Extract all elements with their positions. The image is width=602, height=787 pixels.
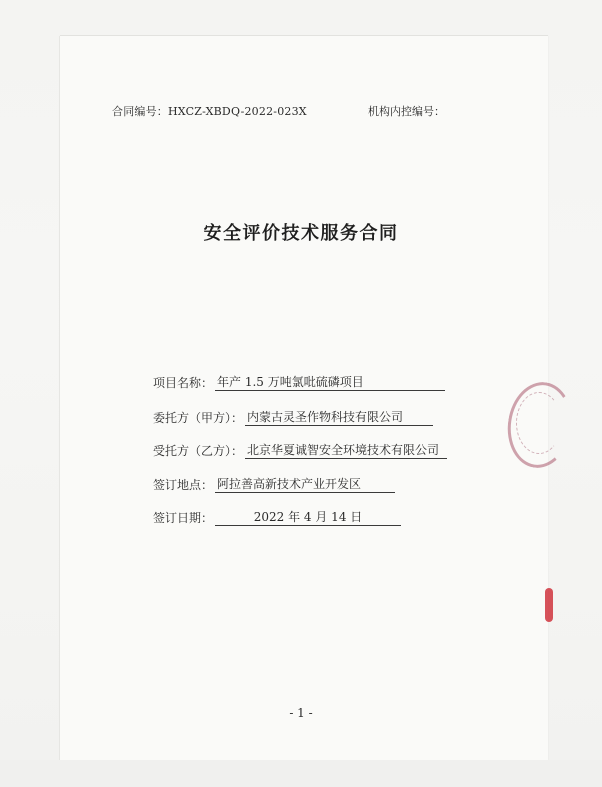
red-stamp-edge-icon (545, 588, 553, 622)
seal-inner-ring-icon (516, 392, 562, 454)
paper-edge-top (60, 35, 548, 36)
paper-sheet (60, 36, 548, 760)
field-client (153, 409, 433, 426)
field-value: 内蒙古灵圣作物科技有限公司 (245, 410, 433, 426)
field-value: 年产 1.5 万吨氯吡硫磷项目 (215, 375, 445, 391)
field-signing-date (153, 509, 401, 526)
field-contractor (153, 442, 447, 459)
field-project-name (153, 374, 445, 391)
field-label: 签订日期： (153, 511, 214, 525)
field-label: 委托方（甲方）： (153, 411, 244, 425)
field-label: 受托方（乙方）： (153, 444, 244, 458)
contract-number: 合同编号：HXCZ-XBDQ-2022-023X (112, 105, 307, 118)
paper-edge-left (59, 36, 60, 760)
field-value: 2022 年 4 月 14 日 (215, 510, 401, 526)
internal-control-number: 机构内控编号： (368, 105, 445, 118)
field-label: 项目名称： (153, 376, 214, 390)
field-value: 阿拉善高新技术产业开发区 (215, 477, 395, 493)
page-title: 安全评价技术服务合同 (203, 223, 399, 244)
field-value: 北京华夏诚智安全环境技术有限公司 (245, 443, 447, 459)
field-label: 签订地点： (153, 478, 214, 492)
field-signing-place (153, 476, 395, 493)
scan-bottom-margin (0, 760, 602, 787)
page-number: - 1 - (289, 706, 313, 720)
